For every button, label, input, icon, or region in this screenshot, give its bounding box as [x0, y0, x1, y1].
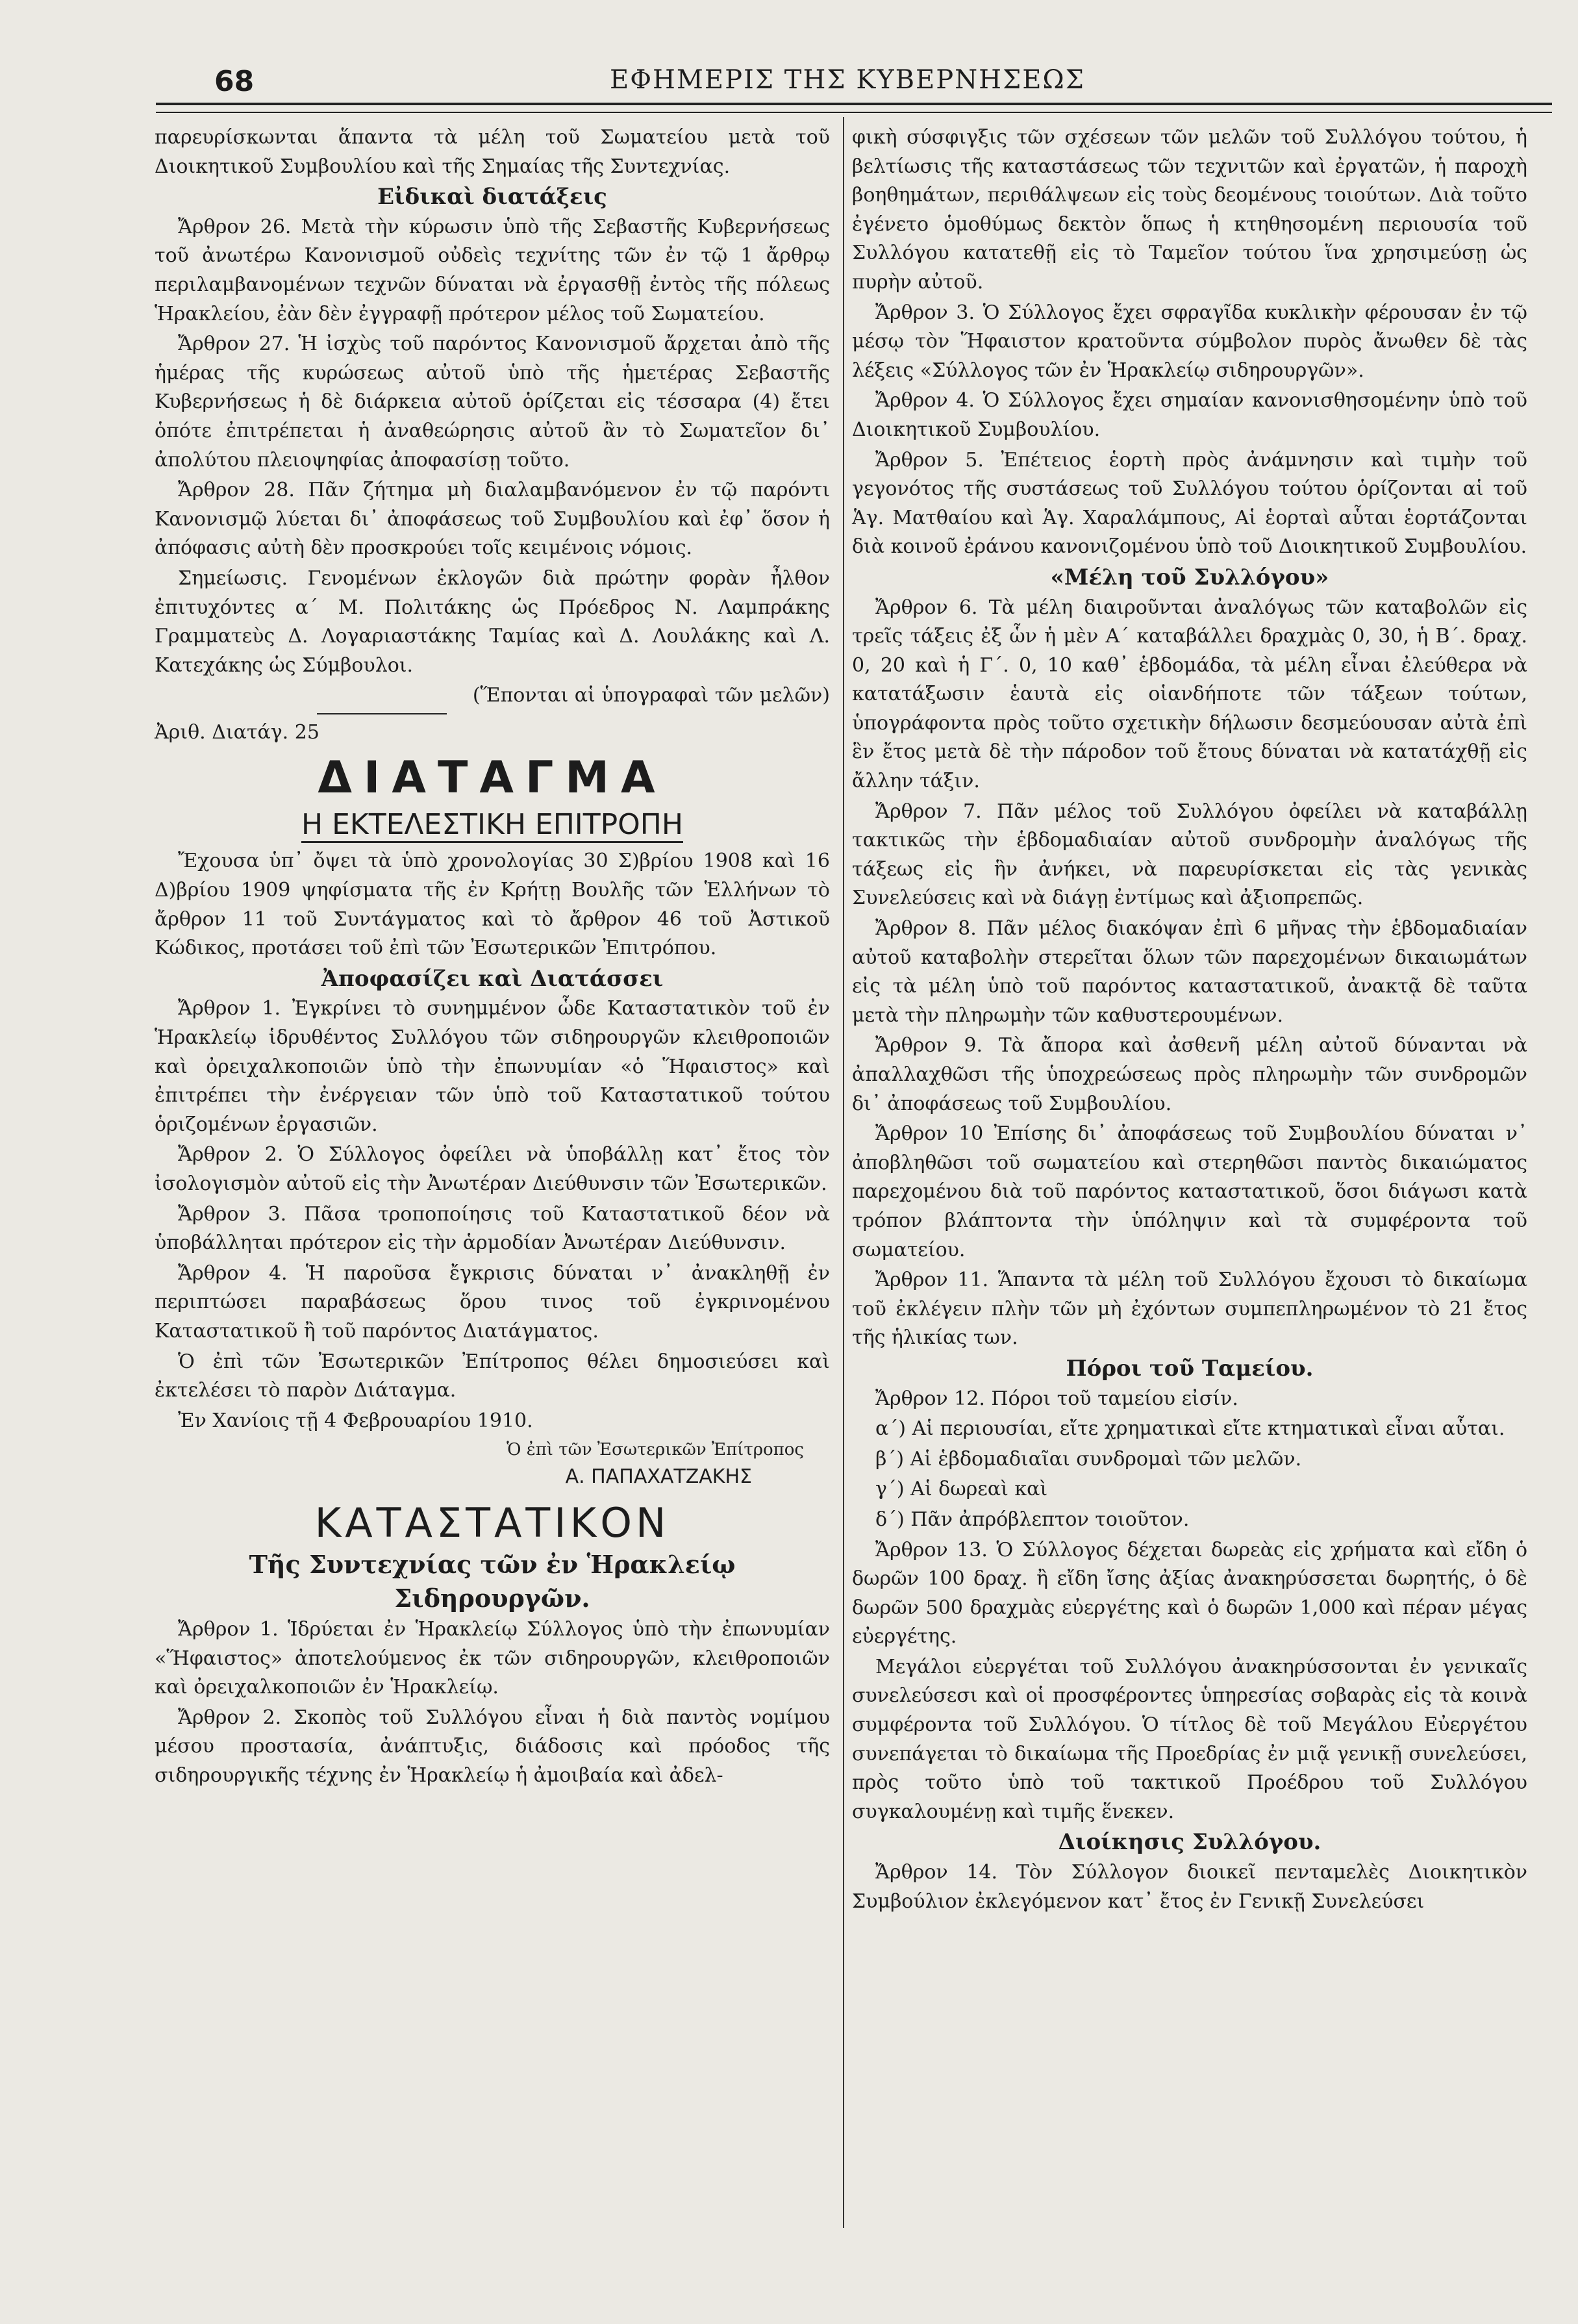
statute-article-13: Ἄρθρον 13. Ὁ Σύλλογος δέχεται δωρεὰς εἰς χρήματα καὶ εἴδη ὁ δωρῶν 100 δραχ. ἢ εἴδη ἴσης ἀξίας ἀνακηρύσσεται δωρητής, ὁ δὲ δωρῶν 500 δραχμὰς εὐεργέτης καὶ ὁ δωρῶν 1,000 καὶ πέραν μέγας εὐεργέτης.: [852, 1538, 1527, 1648]
statute-subheading: Τῆς Συντεχνίας τῶν ἐν Ἡρακλείῳ: [249, 1549, 736, 1579]
left-column: [155, 123, 830, 1792]
note: Σημείωσις. Γενομένων ἐκλογῶν διὰ πρώτην φορὰν ἦλθον ἐπιτυχόντες α´ Μ. Πολιτάκης ὡς Πρόεδρος Ν. Λαμπράκης Γραμματεὺς Δ. Λογαριαστάκης Ταμίας καὶ Δ. Λουλάκης καὶ Λ. Κατεχάκης ὡς Σύμβουλοι.: [155, 566, 830, 677]
statute-article-2: Ἄρθρον 2. Σκοπὸς τοῦ Συλλόγου εἶναι ἡ διὰ παντὸς νομίμου μέσου προστασία, ἀνάπτυξις, διάδοσις καὶ πρόοδος τῆς σιδηρουργικῆς τέχνης ἐν Ἡρακλείῳ ἡ ἀμοιβαία καὶ ἀδελ-: [155, 1706, 830, 1787]
decree-article-4: Ἄρθρον 4. Ἡ παροῦσα ἔγκρισις δύναται ν᾽ ἀνακληθῇ ἐν περιπτώσει παραβάσεως ὅρου τινος τοῦ ἐγκρινομένου Καταστατικοῦ ἢ τοῦ παρόντος Διατάγματος.: [155, 1261, 830, 1343]
members-heading: «Μέλη τοῦ Συλλόγου»: [1050, 564, 1329, 590]
statute-article-4: Ἄρθρον 4. Ὁ Σύλλογος ἔχει σημαίαν κανονισθησομένην ὑπὸ τοῦ Διοικητικοῦ Συμβουλίου.: [852, 389, 1527, 441]
statute-article-8: Ἄρθρον 8. Πᾶν μέλος διακόψαν ἐπὶ 6 μῆνας τὴν ἑβδομαδιαίαν αὐτοῦ καταβολὴν στερεῖται ὅλων τῶν παρεχομένων δικαιωμάτων εἰς τὰ μέλη ὑπὸ τοῦ παρόντος καταστατικοῦ, ἀνακτᾷ δὲ ταῦτα μετὰ τὴν πληρωμὴν τῶν καθυστερουμένων.: [852, 917, 1527, 1027]
article-27: Ἄρθρον 27. Ἡ ἰσχὺς τοῦ παρόντος Κανονισμοῦ ἄρχεται ἀπὸ τῆς ἡμέρας τῆς κυρώσεως αὐτοῦ ὑπὸ τῆς ἡμετέρας Σεβαστῆς Κυβερνήσεως ἡ δὲ διάρκεια αὐτοῦ ὁρίζεται εἰς τέσσαρα (4) ἔτει ὁπότε ἐπιτρέπεται ἡ ἀναθεώρησις αὐτοῦ ἂν τὸ Σωματεῖον δι᾽ ἀπολύτου πλειοψηφίας ἀποφασίσῃ τοῦτο.: [155, 333, 830, 472]
signatory-name: Α. ΠΑΠΑΧΑΤΖΑΚΗΣ: [565, 1465, 752, 1489]
statute-article-3: Ἄρθρον 3. Ὁ Σύλλογος ἔχει σφραγῖδα κυκλικὴν φέρουσαν ἐν τῷ μέσῳ τὸν Ἥφαιστον κρατοῦντα σύμβολον πυρὸς ἄνωθεν δὲ τὰς λέξεις «Σύλλογος τῶν ἐν Ἡρακλείῳ σιδηρουργῶν».: [852, 301, 1527, 382]
right-column: [852, 123, 1527, 1917]
list-item: γ´) Αἱ δωρεαὶ καὶ: [875, 1478, 1048, 1501]
statute-article-14: Ἄρθρον 14. Τὸν Σύλλογον διοικεῖ πενταμελὲς Διοικητικὸν Συμβούλιον ἐκλεγόμενον κατ᾽ ἔτος ἐν Γενικῇ Συνελεύσει: [852, 1861, 1527, 1913]
statute-subheading-2: Σιδηρουργῶν.: [394, 1583, 590, 1613]
decree-article-1: Ἄρθρον 1. Ἐγκρίνει τὸ συνημμένον ὧδε Καταστατικὸν τοῦ ἐν Ἡρακλείῳ ἱδρυθέντος Συλλόγου τῶν σιδηρουργῶν κλειθροποιῶν καὶ ὀρειχαλκοποιῶν ὑπὸ τὴν ἐπωνυμίαν «ὁ Ἥφαιστος» καὶ ἐπιτρέπει τὴν ἐνέργειαν τῶν ὑπὸ τοῦ Καταστατικοῦ τούτου ὁριζομένων ἐργασιῶν.: [155, 997, 830, 1136]
statute-article-11: Ἄρθρον 11. Ἅπαντα τὰ μέλη τοῦ Συλλόγου ἔχουσι τὸ δικαίωμα τοῦ ἐκλέγειν πλὴν τῶν μὴ ἐχόντων συμπεπληρωμένον τὸ 21 ἔτος τῆς ἡλικίας των.: [852, 1269, 1527, 1350]
statute-article-5: Ἄρθρον 5. Ἐπέτειος ἑορτὴ πρὸς ἀνάμνησιν καὶ τιμὴν τοῦ γεγονότος τῆς συστάσεως τοῦ Συλλόγου τούτου ὁρίζονται αἱ τοῦ Ἁγ. Ματθαίου καὶ Ἁγ. Χαραλάμπους, Αἱ ἑορταὶ αὗται ἑορτάζονται διὰ κοινοῦ ἐράνου κανονιζομένου ὑπὸ τοῦ Διοικητικοῦ Συμβουλίου.: [852, 448, 1527, 559]
page-number: 68: [214, 65, 255, 98]
decree-article-2: Ἄρθρον 2. Ὁ Σύλλογος ὀφείλει νὰ ὑποβάλλῃ κατ᾽ ἔτος τὸν ἰσολογισμὸν αὐτοῦ εἰς τὴν Ἀνωτέραν Διεύθυνσιν τῶν Ἐσωτερικῶν.: [155, 1143, 830, 1195]
separator: [317, 713, 447, 714]
list-item: β´) Αἱ ἑβδομαδιαῖαι συνδρομαὶ τῶν μελῶν.: [875, 1447, 1302, 1471]
statute-article-10: Ἄρθρον 10 Ἐπίσης δι᾽ ἀποφάσεως τοῦ Συμβουλίου δύναται ν᾽ ἀποβληθῶσι τοῦ σωματείου καὶ στερηθῶσι παντὸς δικαιώματος παρεχομένου διὰ τοῦ παρόντος καταστατικοῦ, ὅσοι διάγωσι κατὰ τρόπον βλάπτοντα τὴν ὑπόληψιν καὶ τὰ συμφέροντα τοῦ σωματείου.: [852, 1122, 1527, 1261]
statute-article-6: Ἄρθρον 6. Τὰ μέλη διαιροῦνται ἀναλόγως τῶν καταβολῶν εἰς τρεῖς τάξεις ἐξ ὧν ἡ μὲν Α´ καταβάλλει δραχμὰς 0, 30, ἡ Β´. δραχ. 0, 20 καὶ ἡ Γ´. 0, 10 καθ᾽ ἑβδομάδα, τὰ μέλη εἶναι ἐλεύθερα νὰ κατατάξωσιν ἑαυτὰ εἰς οἱανδήποτε τῶν τάξεων τούτων, ὑπογράφοντα πρὸς τοῦτο σχετικὴν δήλωσιν δεσμεύουσαν αὐτὰ ἐπὶ ἓν ἔτος μετὰ δὲ τὴν πάροδον τοῦ ἔτους δύναται νὰ κατατάχθῇ εἰς ἄλλην τάξιν.: [852, 596, 1527, 793]
committee-heading: [155, 807, 830, 843]
column-divider: [843, 117, 844, 2228]
article-26: Ἄρθρον 26. Μετὰ τὴν κύρωσιν ὑπὸ τῆς Σεβαστῆς Κυβερνήσεως τοῦ ἀνωτέρω Κανονισμοῦ οὐδεὶς τεχνίτης τῶν ἐν τῷ 1 ἄρθρῳ περιλαμβανομένων τεχνῶν δύναται νὰ ἐργασθῇ ἐντὸς τῆς πόλεως Ἡρακλείου, ἐὰν δὲν ἐγγραφῇ πρότερον μέλος τοῦ Σωματείου.: [155, 215, 830, 325]
committee-heading-text: Η ΕΚΤΕΛΕΣΤΙΚΗ ΕΠΙΤΡΟΠΗ: [301, 808, 683, 843]
preamble: Ἔχουσα ὑπ᾽ ὄψει τὰ ὑπὸ χρονολογίας 30 Σ)βρίου 1908 καὶ 16 Δ)βρίου 1909 ψηφίσματα τῆς ἐν Κρήτῃ Βουλῆς τῶν Ἑλλήνων τὸ ἄρθρον 11 τοῦ Συντάγματος καὶ τὸ ἄρθρον 46 τοῦ Ἀστικοῦ Κώδικος, προτάσει τοῦ ἐπὶ τῶν Ἐσωτερικῶν Ἐπιτρόπου.: [155, 850, 830, 960]
statute-article-12: Ἄρθρον 12. Πόροι τοῦ ταμείου εἰσίν.: [875, 1387, 1238, 1410]
decree-article-3: Ἄρθρον 3. Πᾶσα τροποποίησις τοῦ Καταστατικοῦ δέον νὰ ὑποβάλληται πρότερον εἰς τὴν ἁρμοδίαν Ἀνωτέραν Διεύθυνσιν.: [155, 1202, 830, 1255]
statute-heading: ΚΑΤΑΣΤΑΤΙΚΟΝ: [314, 1498, 670, 1547]
statute-article-9: Ἄρθρον 9. Τὰ ἄπορα καὶ ἀσθενῆ μέλη αὐτοῦ δύνανται νὰ ἀπαλλαχθῶσι τῆς ὑποχρεώσεως πρὸς πληρωμὴν τῶν συνδρομῶν δι᾽ ἀποφάσεως τοῦ Συμβουλίου.: [852, 1034, 1527, 1115]
benefactors-paragraph: Μεγάλοι εὐεργέται τοῦ Συλλόγου ἀνακηρύσσονται ἐν γενικαῖς συνελεύσεσι καὶ οἱ προσφέροντες ὑπηρεσίας σοβαρὰς εἰς τὰ κοινὰ συμφέροντα τοῦ Συλλόγου. Ὁ τίτλος δὲ τοῦ Μεγάλου Εὐεργέτου συνεπάγεται τὸ δικαίωμα τῆς Προεδρίας ἐν μιᾷ γενικῇ συνελεύσει, πρὸς τοῦτο ὑπὸ τοῦ τακτικοῦ Προέδρου τοῦ Συλλόγου συγκαλουμένῃ καὶ τιμῆς ἕνεκεν.: [852, 1655, 1527, 1823]
decree-number: Ἀριθ. Διατάγ. 25: [155, 720, 319, 744]
signatory-title: Ὁ ἐπὶ τῶν Ἐσωτερικῶν Ἐπίτροπος: [507, 1440, 804, 1460]
article-28: Ἄρθρον 28. Πᾶν ζήτημα μὴ διαλαμβανόμενον ἐν τῷ παρόντι Κανονισμῷ λύεται δι᾽ ἀποφάσεως τοῦ Συμβουλίου καὶ ἐφ᾽ ὅσον ἡ ἀπόφασις αὐτὴ δὲν προσκρούει τοῖς κειμένοις νόμοις.: [155, 479, 830, 560]
list-item: α´) Αἱ περιουσίαι, εἴτε χρηματικαὶ εἴτε κτηματικαὶ εἶναι αὗται.: [875, 1417, 1505, 1441]
signatures-note: (Ἕπονται αἱ ὑπογραφαὶ τῶν μελῶν): [472, 684, 830, 707]
decree-heading: ΔΙΑΤΑΓΜΑ: [318, 752, 667, 804]
page-header: [149, 60, 1546, 105]
gazette-title: ΕΦΗΜΕΡΙΣ ΤΗΣ ΚΥΒΕΡΝΗΣΕΩΣ: [610, 65, 1085, 95]
funds-heading: Πόροι τοῦ Ταμείου.: [1066, 1355, 1314, 1382]
decree-execution: Ὁ ἐπὶ τῶν Ἐσωτερικῶν Ἐπίτροπος θέλει δημοσιεύσει καὶ ἐκτελέσει τὸ παρὸν Διάταγμα.: [155, 1350, 830, 1402]
statute-article-1: Ἄρθρον 1. Ἱδρύεται ἐν Ἡρακλείῳ Σύλλογος ὑπὸ τὴν ἐπωνυμίαν «Ἥφαιστος» ἀποτελούμενος ἐκ τῶν σιδηρουργῶν, κλειθροποιῶν καὶ ὀρειχαλκοποιῶν ἐν Ἡρακλείῳ.: [155, 1617, 830, 1699]
administration-heading: Διοίκησις Συλλόγου.: [1058, 1829, 1321, 1856]
paragraph: φικὴ σύσφιγξις τῶν σχέσεων τῶν μελῶν τοῦ Συλλόγου τούτου, ἡ βελτίωσις τῆς καταστάσεως τῶν τεχνιτῶν καὶ ἐργατῶν, ἡ παροχὴ βοηθημάτων, περιθάλψεων εἰς τοὺς δεομένους τοιούτων. Διὰ τοῦτο ἐγένετο ὁμοθύμως δεκτὸν ὅπως ἡ κτηθησομένη περιουσία τοῦ Συλλόγου κατατεθῇ εἰς τὸ Ταμεῖον τούτου ἵνα χρησιμεύσῃ ὡς πυρὴν αὐτοῦ.: [852, 126, 1527, 294]
decree-date: Ἐν Χανίοις τῇ 4 Φεβρουαρίου 1910.: [178, 1409, 533, 1432]
statute-article-7: Ἄρθρον 7. Πᾶν μέλος τοῦ Συλλόγου ὀφείλει νὰ καταβάλλῃ τακτικῶς τὴν ἑβδομαδιαίαν αὐτοῦ συνδρομὴν ἀναλόγως τῆς τάξεως εἰς ἣν ἀνήκει, νὰ παρευρίσκεται εἰς τὰς γενικὰς Συνελεύσεις καὶ νὰ διάγῃ ἐντίμως καὶ ἀξιοπρεπῶς.: [852, 800, 1527, 910]
list-item: δ´) Πᾶν ἀπρόβλεπτον τοιοῦτον.: [875, 1508, 1190, 1531]
section-heading-special: Εἰδικαὶ διατάξεις: [377, 184, 607, 210]
decides-heading: Ἀποφασίζει καὶ Διατάσσει: [321, 965, 664, 992]
header-rule: [156, 103, 1552, 113]
paragraph: παρευρίσκωνται ἅπαντα τὰ μέλη τοῦ Σωματείου μετὰ τοῦ Διοικητικοῦ Συμβουλίου καὶ τῆς Σημαίας τῆς Συντεχνίας.: [155, 126, 830, 178]
